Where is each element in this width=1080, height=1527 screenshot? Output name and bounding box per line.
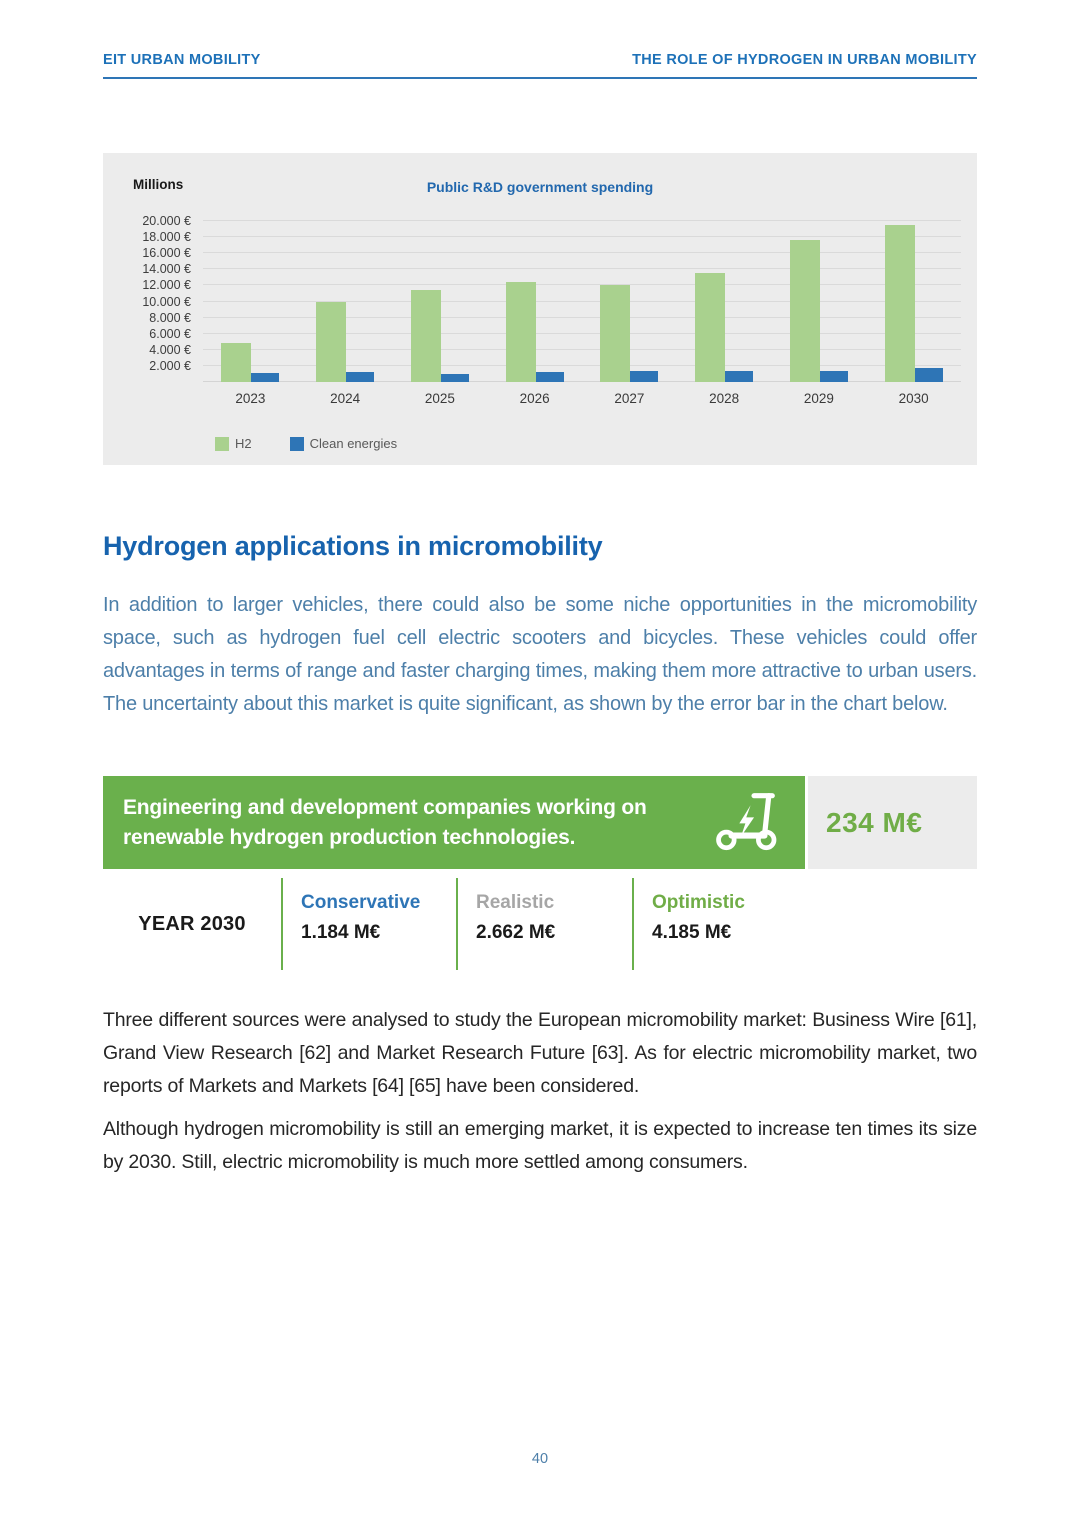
x-tick-label: 2029 [803, 391, 834, 406]
bar-clean-energies-2025 [441, 374, 469, 382]
legend-swatch [290, 437, 304, 451]
x-tick-label: 2024 [330, 391, 361, 406]
bar-group-2027 [582, 213, 677, 382]
scenario-value: 2.662 M€ [476, 922, 556, 943]
x-tick-label: 2030 [898, 391, 929, 406]
chart-x-axis [203, 391, 961, 406]
bar-h2-2029 [790, 240, 820, 382]
market-infobox [103, 776, 977, 869]
infobox-total-value: 234 M€ [826, 806, 923, 838]
bar-clean-energies-2030 [915, 368, 943, 382]
legend-item-clean-energies [290, 436, 397, 451]
chart-title: Public R&D government spending [426, 179, 654, 195]
scenario-label: Conservative [301, 892, 421, 913]
page-number: 40 [531, 1451, 549, 1467]
bar-clean-energies-2026 [536, 372, 564, 383]
y-tick-label: 12.000 € [142, 278, 191, 293]
legend-label: Clean energies [309, 436, 398, 451]
bar-group-2026 [487, 213, 582, 382]
intro-paragraph: In addition to larger vehicles, there could also be some niche opportunities in the micromobility space, such as hydrogen fuel cell electric scooters and bicycles. These vehicles could offer advantages in terms of range and faster charging times, making them more attractive to urban users. The uncertainty about this market is quite significant, as shown by the error bar in the chart below. [103, 594, 977, 715]
y-tick-label: 4.000 € [149, 342, 191, 357]
sources-paragraph: Three different sources were analysed to study the European micromobility market: Business Wire [61], Grand View Research [62] and Market Research Future [63]. As for electric micromobility market, two reports of Markets and Markets [64] [65] have been considered. [103, 1009, 977, 1097]
x-tick-label: 2025 [424, 391, 455, 406]
infobox-total-box [808, 776, 977, 869]
x-tick-label: 2028 [709, 391, 740, 406]
page-header [103, 52, 977, 79]
bar-clean-energies-2028 [725, 371, 753, 382]
y-tick-label: 16.000 € [142, 246, 191, 261]
scenario-label: Realistic [476, 892, 555, 913]
bar-group-2030 [866, 213, 961, 382]
scenario-column-realistic [456, 878, 632, 970]
x-tick-label: 2023 [235, 391, 266, 406]
bar-h2-2027 [600, 285, 630, 382]
bar-group-2029 [772, 213, 867, 382]
scenario-row-label: YEAR 2030 [138, 912, 246, 935]
x-tick-label: 2027 [614, 391, 645, 406]
scenario-row-label-cell [103, 878, 281, 970]
bar-h2-2030 [885, 225, 915, 382]
bar-group-2028 [677, 213, 772, 382]
bar-h2-2025 [411, 290, 441, 383]
y-tick-label: 2.000 € [149, 358, 191, 373]
bar-h2-2026 [506, 282, 536, 382]
bar-clean-energies-2024 [346, 372, 374, 382]
legend-swatch [215, 437, 229, 451]
scenario-table [103, 878, 977, 970]
bar-h2-2024 [316, 302, 346, 383]
chart-y-axis [103, 213, 191, 382]
rd-spending-chart [103, 153, 977, 465]
scenario-column-conservative [281, 878, 456, 970]
header-right-text: THE ROLE OF HYDROGEN IN URBAN MOBILITY [632, 52, 977, 68]
bar-group-2025 [393, 213, 488, 382]
scenario-column-optimistic [632, 878, 977, 970]
chart-axis-title: Millions [133, 177, 184, 192]
x-tick-label: 2026 [519, 391, 550, 406]
chart-legend [215, 436, 397, 451]
y-tick-label: 6.000 € [149, 326, 191, 341]
scenario-value: 1.184 M€ [301, 922, 381, 943]
bar-h2-2023 [221, 343, 251, 382]
bar-group-2023 [203, 213, 298, 382]
infobox-banner-text: Engineering and development companies working on renewable hydrogen production technologies. [123, 795, 647, 849]
scenario-label: Optimistic [652, 892, 745, 913]
legend-label: H2 [235, 436, 252, 451]
scenario-value: 4.185 M€ [652, 922, 732, 943]
y-tick-label: 14.000 € [142, 262, 191, 277]
chart-plot [203, 213, 961, 382]
e-scooter-icon [709, 786, 787, 860]
section-heading: Hydrogen applications in micromobility [103, 531, 603, 561]
legend-item-h2 [215, 436, 252, 451]
y-tick-label: 18.000 € [142, 230, 191, 245]
y-tick-label: 20.000 € [142, 214, 191, 229]
bar-group-2024 [298, 213, 393, 382]
header-left-text: EIT URBAN MOBILITY [103, 52, 261, 68]
infobox-banner [103, 776, 805, 869]
y-tick-label: 10.000 € [142, 294, 191, 309]
y-tick-label: 8.000 € [149, 310, 191, 325]
bar-clean-energies-2027 [630, 371, 658, 382]
bar-clean-energies-2023 [251, 373, 279, 382]
outlook-paragraph: Although hydrogen micromobility is still an emerging market, it is expected to increase ten times its size by 2030. Still, electric micromobility is much more settled among consumers. [103, 1118, 977, 1173]
bar-h2-2028 [695, 273, 725, 382]
bar-clean-energies-2029 [820, 371, 848, 382]
